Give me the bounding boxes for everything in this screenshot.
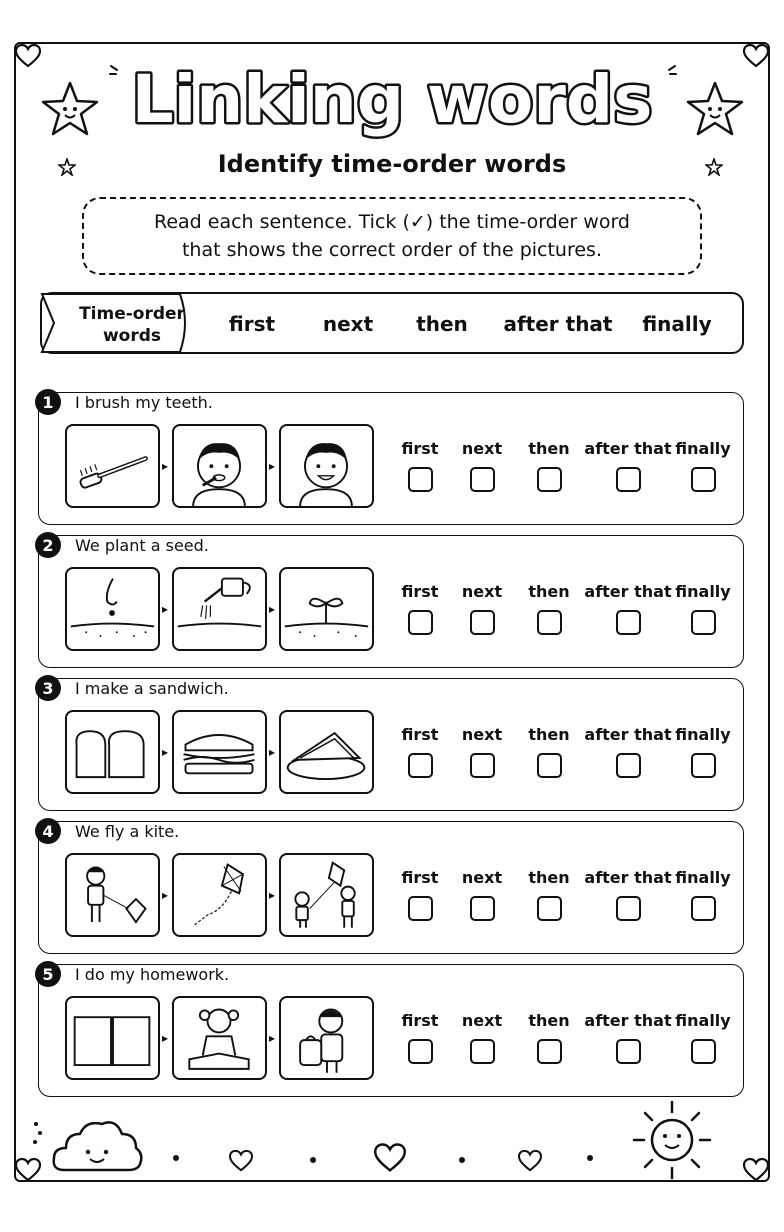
- girl-writing-icon: [172, 996, 267, 1080]
- question-number: 4: [35, 818, 61, 844]
- tick-checkbox[interactable]: [470, 1039, 495, 1064]
- children-kite-icon: [279, 853, 374, 937]
- boy-smiling-icon: [279, 424, 374, 508]
- dot-icon: [172, 1154, 180, 1162]
- word-bank-label-line-1: Time-order: [79, 304, 185, 324]
- boy-with-kite-icon: [65, 853, 160, 937]
- option-label: first: [401, 725, 439, 744]
- tick-checkbox[interactable]: [691, 896, 716, 921]
- sprout-icon: [279, 567, 374, 651]
- smiling-star-icon: [685, 80, 745, 138]
- tick-checkbox[interactable]: [691, 610, 716, 635]
- tick-checkbox[interactable]: [408, 1039, 433, 1064]
- dots-icon: [30, 1120, 46, 1146]
- option-label: finally: [675, 1011, 731, 1030]
- question-number: 2: [35, 532, 61, 558]
- word-bank-word: after that: [503, 312, 613, 336]
- dot-icon: [458, 1156, 466, 1164]
- option-label: after that: [584, 725, 672, 744]
- question-number: 5: [35, 961, 61, 987]
- tick-checkbox[interactable]: [616, 610, 641, 635]
- tick-checkbox[interactable]: [470, 896, 495, 921]
- dot-icon: [586, 1154, 594, 1162]
- heart-icon: [743, 1158, 769, 1182]
- question-number: 3: [35, 675, 61, 701]
- question-sentence: I make a sandwich.: [75, 679, 229, 698]
- tick-checkbox[interactable]: [616, 1039, 641, 1064]
- option-label: next: [461, 1011, 503, 1030]
- option-label: then: [528, 868, 570, 887]
- option-label: first: [401, 1011, 439, 1030]
- bread-slices-icon: [65, 710, 160, 794]
- option-label: finally: [675, 868, 731, 887]
- heart-icon: [374, 1143, 406, 1173]
- tick-checkbox[interactable]: [537, 896, 562, 921]
- option-label: after that: [584, 439, 672, 458]
- option-label: first: [401, 868, 439, 887]
- option-label: next: [461, 868, 503, 887]
- smiling-sun-icon: [630, 1098, 714, 1182]
- question-sentence: We plant a seed.: [75, 536, 209, 555]
- tick-checkbox[interactable]: [408, 467, 433, 492]
- word-bank-label: [52, 300, 212, 350]
- word-bank-word: first: [228, 312, 276, 336]
- word-bank-word: then: [416, 312, 468, 336]
- tick-checkbox[interactable]: [408, 753, 433, 778]
- page-subtitle: Identify time-order words: [217, 150, 567, 178]
- option-label: finally: [675, 725, 731, 744]
- sandwich-icon: [172, 710, 267, 794]
- heart-icon: [229, 1150, 253, 1172]
- boy-brushing-icon: [172, 424, 267, 508]
- word-bank-label-line-2: words: [102, 326, 162, 346]
- heart-icon: [743, 44, 769, 68]
- instructions-line-1: Read each sentence. Tick (✓) the time-order word: [153, 211, 630, 233]
- question-sentence: I brush my teeth.: [75, 393, 213, 412]
- toothbrush-icon: [65, 424, 160, 508]
- tick-checkbox[interactable]: [537, 610, 562, 635]
- option-label: finally: [675, 439, 731, 458]
- option-label: then: [528, 582, 570, 601]
- tick-checkbox[interactable]: [470, 467, 495, 492]
- option-label: after that: [584, 1011, 672, 1030]
- smiling-star-icon: [40, 80, 100, 138]
- option-label: finally: [675, 582, 731, 601]
- question-card: [38, 535, 744, 668]
- question-sentence: We fly a kite.: [75, 822, 180, 841]
- option-label: then: [528, 1011, 570, 1030]
- option-label: first: [401, 582, 439, 601]
- open-book-icon: [65, 996, 160, 1080]
- girl-backpack-icon: [279, 996, 374, 1080]
- tick-checkbox[interactable]: [537, 467, 562, 492]
- arrow-right-icon: ▸: [269, 888, 276, 902]
- arrow-right-icon: ▸: [162, 745, 169, 759]
- dot-icon: [309, 1156, 317, 1164]
- option-label: after that: [584, 868, 672, 887]
- tick-checkbox[interactable]: [408, 896, 433, 921]
- question-sentence: I do my homework.: [75, 965, 230, 984]
- question-number: 1: [35, 389, 61, 415]
- option-label: first: [401, 439, 439, 458]
- question-card: [38, 964, 744, 1097]
- tick-checkbox[interactable]: [408, 610, 433, 635]
- word-bank-word: finally: [642, 312, 712, 336]
- question-card: [38, 821, 744, 954]
- tick-checkbox[interactable]: [691, 753, 716, 778]
- arrow-right-icon: ▸: [162, 888, 169, 902]
- arrow-right-icon: ▸: [162, 602, 169, 616]
- instructions-line-2: that shows the correct order of the pictures.: [181, 239, 603, 261]
- page-title-text: Linking words: [132, 61, 652, 138]
- arrow-right-icon: ▸: [269, 1031, 276, 1045]
- smiling-cloud-icon: [50, 1112, 144, 1176]
- sandwich-plate-icon: [279, 710, 374, 794]
- option-label: next: [461, 582, 503, 601]
- option-label: then: [528, 725, 570, 744]
- question-card: [38, 678, 744, 811]
- arrow-right-icon: ▸: [162, 459, 169, 473]
- kite-flying-icon: [172, 853, 267, 937]
- instructions-box: [82, 197, 702, 275]
- option-label: then: [528, 439, 570, 458]
- arrow-right-icon: ▸: [269, 459, 276, 473]
- option-label: next: [461, 439, 503, 458]
- word-bank: [40, 292, 744, 354]
- tick-checkbox[interactable]: [616, 896, 641, 921]
- tick-checkbox[interactable]: [691, 1039, 716, 1064]
- arrow-right-icon: ▸: [269, 602, 276, 616]
- tick-checkbox[interactable]: [691, 467, 716, 492]
- tick-checkbox[interactable]: [616, 467, 641, 492]
- heart-icon: [15, 44, 41, 68]
- page-title: [132, 52, 652, 144]
- question-card: [38, 392, 744, 525]
- tick-checkbox[interactable]: [470, 753, 495, 778]
- arrow-right-icon: ▸: [162, 1031, 169, 1045]
- tick-checkbox[interactable]: [537, 1039, 562, 1064]
- option-label: next: [461, 725, 503, 744]
- sparkle-lines-icon: [108, 62, 128, 82]
- seed-planting-icon: [65, 567, 160, 651]
- tick-checkbox[interactable]: [537, 753, 562, 778]
- heart-icon: [518, 1150, 542, 1172]
- sparkle-lines-icon: [658, 62, 678, 82]
- arrow-right-icon: ▸: [269, 745, 276, 759]
- tick-checkbox[interactable]: [616, 753, 641, 778]
- word-bank-word: next: [322, 312, 374, 336]
- tick-checkbox[interactable]: [470, 610, 495, 635]
- option-label: after that: [584, 582, 672, 601]
- watering-can-icon: [172, 567, 267, 651]
- heart-icon: [15, 1158, 41, 1182]
